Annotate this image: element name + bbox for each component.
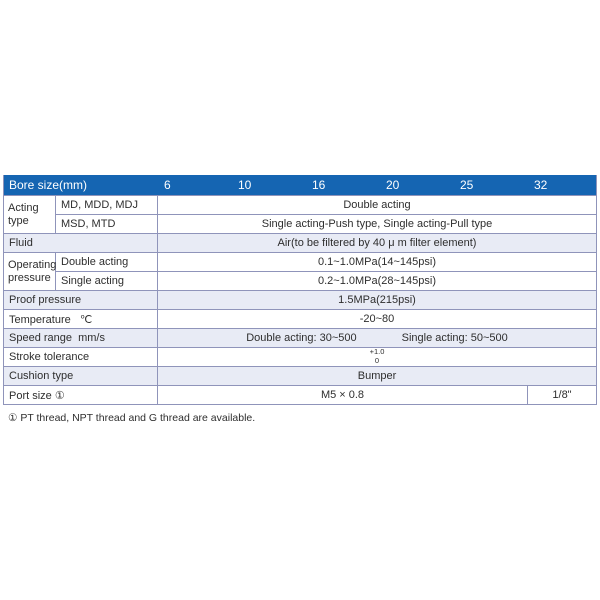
table-header-row [4,175,596,195]
row-label: Temperature ℃ [4,310,158,328]
port-size-eighth-inch-cell: 1/8" [552,389,572,401]
bore-col-16: 16 [312,178,326,192]
row-operating-pressure [4,252,596,290]
sub-label: Double acting [56,253,158,271]
row-stroke-tolerance [4,347,596,366]
thread-footnote: ① PT thread, NPT thread and G thread are available. [8,412,256,424]
row-port-size [4,385,596,404]
row-label: Proof pressure [4,291,158,309]
subrow-single-acting-models [56,214,596,233]
row-label: Acting type [4,196,56,233]
sub-label: Single acting [56,272,158,290]
speed-single-acting: Single acting: 50~500 [401,332,508,344]
row-label: Speed range mm/s [4,329,158,347]
row-value: 1.5MPa(215psi) [338,294,416,306]
row-label: Port size ① [4,386,158,404]
row-acting-type [4,195,596,233]
specifications-table [3,175,597,405]
row-value [158,329,596,347]
operating-pressure-subrows [56,253,596,290]
acting-type-subrows [56,196,596,233]
row-value: Double acting [343,199,411,212]
bore-col-20: 20 [386,178,400,192]
tolerance-upper: +1.0 [369,347,385,357]
row-fluid [4,233,596,252]
row-label: Cushion type [4,367,158,385]
model-codes: MD, MDD, MDJ [56,196,158,214]
tolerance-notation [370,348,385,365]
bore-col-25: 25 [460,178,474,192]
row-value: Air(to be filtered by 40 μ m filter element) [277,237,477,249]
port-size-m5-cell: M5 × 0.8 [158,386,528,404]
tolerance-lower: 0 [374,356,380,365]
row-speed-range [4,328,596,347]
row-proof-pressure [4,290,596,309]
bore-col-6: 6 [164,178,171,192]
row-cushion-type [4,366,596,385]
row-value: 0.2~1.0MPa(28~145psi) [317,275,437,288]
subrow-double-acting-models [56,196,596,214]
row-value: Single acting-Push type, Single acting-Pull type [261,218,493,231]
bore-col-32: 32 [534,178,548,192]
subrow-double-acting-pressure [56,253,596,271]
bore-size-header: Bore size(mm) [9,178,88,192]
row-label: Fluid [4,234,158,252]
row-label: Operating pressure [4,253,56,290]
row-value: 0.1~1.0MPa(14~145psi) [317,256,437,269]
speed-double-acting: Double acting: 30~500 [246,332,357,344]
row-value [158,348,596,366]
row-temperature [4,309,596,328]
bore-col-10: 10 [238,178,252,192]
row-label: Stroke tolerance [4,348,158,366]
subrow-single-acting-pressure [56,271,596,290]
row-value: Bumper [357,370,397,382]
row-value: -20~80 [359,313,395,325]
model-codes: MSD, MTD [56,215,158,233]
